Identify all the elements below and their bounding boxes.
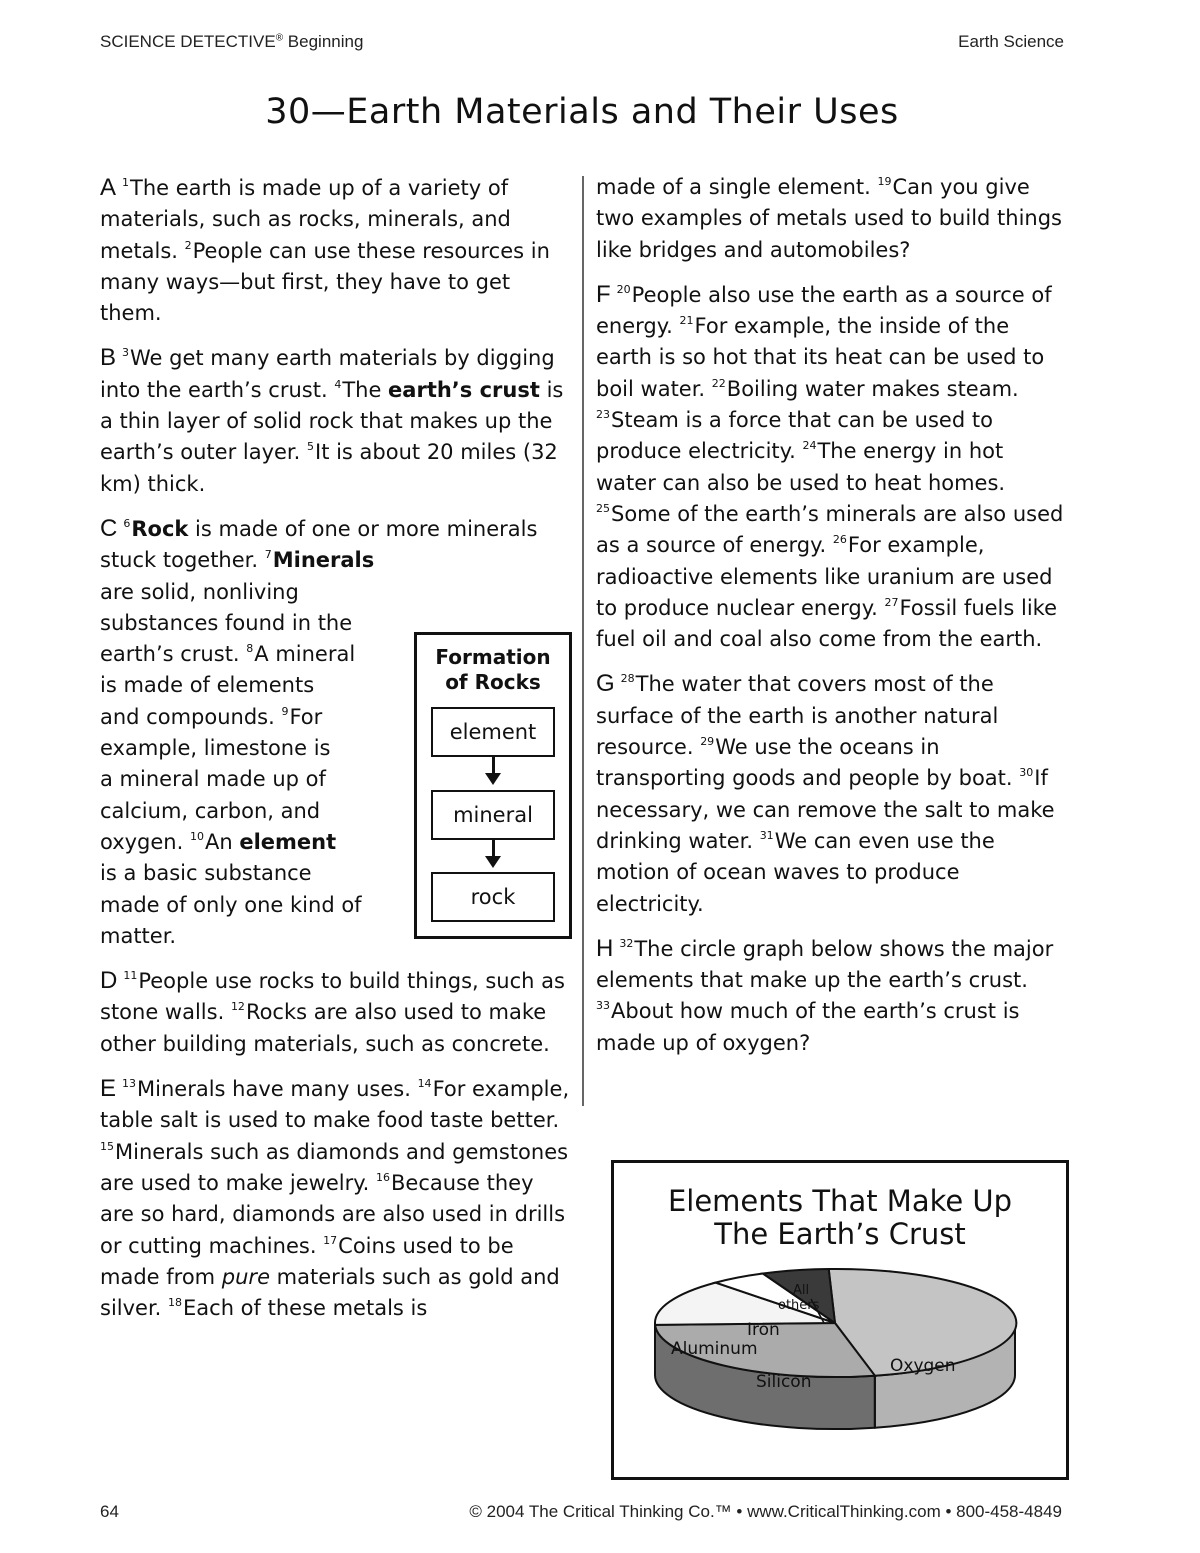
- sentence-number: 21: [679, 314, 694, 328]
- emphasis: pure: [221, 1264, 270, 1289]
- crust-elements-chart: [611, 1160, 1069, 1480]
- sentence: and compounds.: [100, 704, 282, 729]
- sentence-number: 19: [877, 175, 892, 188]
- sentence-number: 26: [832, 533, 847, 547]
- flow-arrow-line: [492, 757, 495, 773]
- sentence-number: 28: [620, 672, 635, 686]
- chart-title-line: Elements That Make Up: [667, 1184, 1013, 1218]
- pie-label-silicon: Silicon: [756, 1372, 812, 1392]
- pie-label-iron: Iron: [747, 1320, 780, 1340]
- text-line: a mineral made up of: [100, 767, 326, 792]
- vocab-term: Minerals: [272, 548, 375, 573]
- sentence-number: 12: [230, 1000, 245, 1014]
- pie-label-aluminum: Aluminum: [671, 1339, 758, 1359]
- sentence-number: 27: [884, 595, 899, 609]
- paragraph-b: [100, 342, 572, 499]
- sentence: For example, the inside of the earth is so hot that its heat can be used to boil water.: [596, 314, 1045, 401]
- vocab-term: Rock: [131, 516, 189, 541]
- sentence-number: 20: [616, 282, 631, 296]
- pie-chart-svg: [614, 1163, 1066, 1477]
- sentence-number: 6: [123, 516, 131, 530]
- sentence-number: 22: [711, 376, 726, 390]
- pie-label-all-others: All: [793, 1283, 810, 1298]
- vocab-term: earth’s crust: [388, 377, 540, 402]
- flowchart-title-line: of Rocks: [445, 670, 541, 694]
- sentence: An: [204, 829, 240, 854]
- sentence-number: 5: [307, 440, 314, 454]
- sentence: We can even use the motion of ocean waves to produce electricity.: [596, 828, 995, 916]
- flowchart-title: [417, 645, 569, 695]
- header-series-name: SCIENCE DETECTIVE: [100, 32, 276, 51]
- sentence: Minerals such as diamonds and gemstones are used to make jewelry.: [100, 1139, 569, 1195]
- sentence-number: 9: [281, 704, 289, 718]
- paragraph-d: [100, 965, 572, 1060]
- sentence: People use rocks to build things, such as stone walls.: [100, 969, 565, 1025]
- sentence: The earth is made up of a variety of materials, such as rocks, minerals, and metals.: [100, 176, 511, 263]
- paragraph-letter: E: [100, 1075, 117, 1103]
- sentence: The water that covers most of the surface of the earth is another natural resource.: [596, 672, 999, 760]
- text-line: example, limestone is: [100, 736, 331, 761]
- sentence: made of a single element.: [596, 175, 878, 199]
- registered-mark: ®: [275, 32, 284, 44]
- paragraph-e-continued: [596, 172, 1068, 266]
- sentence-number: 10: [189, 829, 204, 843]
- sentence-number: 23: [596, 408, 610, 422]
- sentence-number: 32: [619, 936, 634, 950]
- sentence: materials such as gold and silver.: [100, 1264, 560, 1321]
- sentence-number: 24: [802, 439, 817, 453]
- sentence: The energy in hot water can also be used to heat homes.: [596, 439, 1006, 495]
- text-line: made of only one kind of: [100, 892, 362, 917]
- sentence: Each of these metals is: [183, 1296, 428, 1321]
- sentence: is a thin layer of solid rock that makes up the earth’s outer layer.: [100, 377, 564, 465]
- sentence: Because they are so hard, diamonds are also used in drills or cutting machines.: [100, 1170, 566, 1258]
- sentence: Minerals have many uses.: [137, 1077, 418, 1102]
- sentence-number: 16: [376, 1170, 391, 1184]
- sentence: The circle graph below shows the major elements that make up the earth’s crust.: [596, 936, 1054, 993]
- sentence: Coins used to be made from: [100, 1233, 514, 1289]
- sentence-number: 11: [123, 969, 138, 983]
- sentence: The: [342, 377, 389, 402]
- paragraph-letter: C: [100, 514, 118, 542]
- sentence: Steam is a force that can be used to produce electricity.: [596, 408, 993, 464]
- sentence-number: 13: [122, 1077, 137, 1091]
- flow-arrow-line: [492, 840, 495, 856]
- sentence: Some of the earth’s minerals are also used as a source of energy.: [596, 501, 1064, 558]
- flowchart-title-line: Formation: [435, 645, 551, 669]
- sentence: Fossil fuels like fuel oil and coal also come from the earth.: [596, 595, 1057, 652]
- sentence: If necessary, we can remove the salt to make drinking water.: [596, 766, 1055, 853]
- text-line: matter.: [100, 923, 177, 948]
- down-arrow-icon: [485, 856, 501, 868]
- sentence-number: 25: [596, 501, 610, 515]
- text-line: is a basic substance: [100, 861, 312, 886]
- sentence: For example, table salt is used to make food taste better.: [100, 1077, 570, 1133]
- sentence: For: [289, 704, 323, 729]
- flow-node-rock: rock: [431, 872, 555, 922]
- sentence: Boiling water makes steam.: [726, 376, 1019, 401]
- right-column: [596, 172, 1068, 1072]
- paragraph-letter: G: [596, 670, 615, 698]
- text-line: substances found in the: [100, 610, 353, 635]
- flow-node-element: element: [431, 707, 555, 757]
- text-line: is made of elements: [100, 673, 315, 698]
- sentence: It is about 20 miles (32 km) thick.: [100, 440, 558, 496]
- sentence-number: 29: [700, 735, 715, 749]
- copyright-line: © 2004 The Critical Thinking Co.™ • www.CriticalThinking.com • 800-458-4849: [469, 1502, 1062, 1521]
- header-level: Beginning: [283, 32, 364, 51]
- sentence: For example, radioactive elements like uranium are used to produce nuclear energy.: [596, 533, 1053, 620]
- sentence: We get many earth materials by digging into the earth’s crust.: [100, 346, 555, 402]
- sentence: A mineral: [254, 642, 356, 667]
- sentence: About how much of the earth’s crust is made up of oxygen?: [596, 999, 1020, 1055]
- sentence-number: 3: [122, 346, 130, 360]
- sentence: People can use these resources in many ways—but first, they have to get them.: [100, 238, 550, 326]
- sentence-number: 17: [323, 1233, 338, 1247]
- rock-formation-flowchart: [414, 632, 572, 939]
- sentence-number: 18: [168, 1296, 183, 1310]
- sentence: oxygen.: [100, 829, 190, 854]
- sentence-number: 2: [184, 238, 192, 252]
- sentence-number: 8: [246, 642, 254, 656]
- chart-title-line: The Earth’s Crust: [714, 1217, 966, 1251]
- paragraph-letter: B: [100, 344, 117, 372]
- column-divider: [582, 176, 584, 1106]
- sentence: Can you give two examples of metals used to build things like bridges and automobiles?: [596, 175, 1062, 262]
- text-line: calcium, carbon, and: [100, 798, 321, 823]
- vocab-term: element: [239, 829, 337, 854]
- pie-label-all-others-2: others: [778, 1298, 820, 1313]
- sentence-number: 1: [122, 176, 130, 189]
- flow-node-mineral: mineral: [431, 790, 555, 840]
- pie-label-oxygen: Oxygen: [890, 1356, 956, 1376]
- text-line: are solid, nonliving: [100, 579, 299, 604]
- paragraph-letter: A: [100, 174, 117, 201]
- paragraph-h: [596, 933, 1068, 1059]
- sentence-number: 15: [100, 1139, 114, 1153]
- paragraph-letter: H: [596, 934, 614, 962]
- sentence-number: 7: [264, 548, 272, 562]
- header-series: [100, 32, 363, 52]
- sentence: Rocks are also used to make other building materials, such as concrete.: [100, 1000, 550, 1056]
- sentence: earth’s crust.: [100, 642, 247, 667]
- page-number: 64: [100, 1502, 119, 1521]
- sentence: is made of one or more minerals stuck together.: [100, 516, 538, 573]
- header-subject: Earth Science: [958, 32, 1064, 51]
- sentence-number: 31: [759, 828, 774, 842]
- sentence-number: 33: [596, 999, 610, 1013]
- sentence-number: 4: [334, 377, 342, 391]
- paragraph-e: [100, 1073, 572, 1324]
- paragraph-letter: D: [100, 967, 118, 995]
- page-title: 30—Earth Materials and Their Uses: [265, 92, 899, 132]
- paragraph-letter: F: [596, 280, 611, 308]
- sentence-number: 30: [1019, 766, 1034, 780]
- down-arrow-icon: [485, 773, 501, 785]
- sentence-number: 14: [417, 1077, 432, 1091]
- paragraph-a: [100, 172, 572, 329]
- sentence: People also use the earth as a source of energy.: [596, 282, 1052, 339]
- paragraph-f: [596, 279, 1068, 656]
- paragraph-g: [596, 668, 1068, 919]
- sentence: We use the oceans in transporting goods and people by boat.: [596, 735, 1020, 791]
